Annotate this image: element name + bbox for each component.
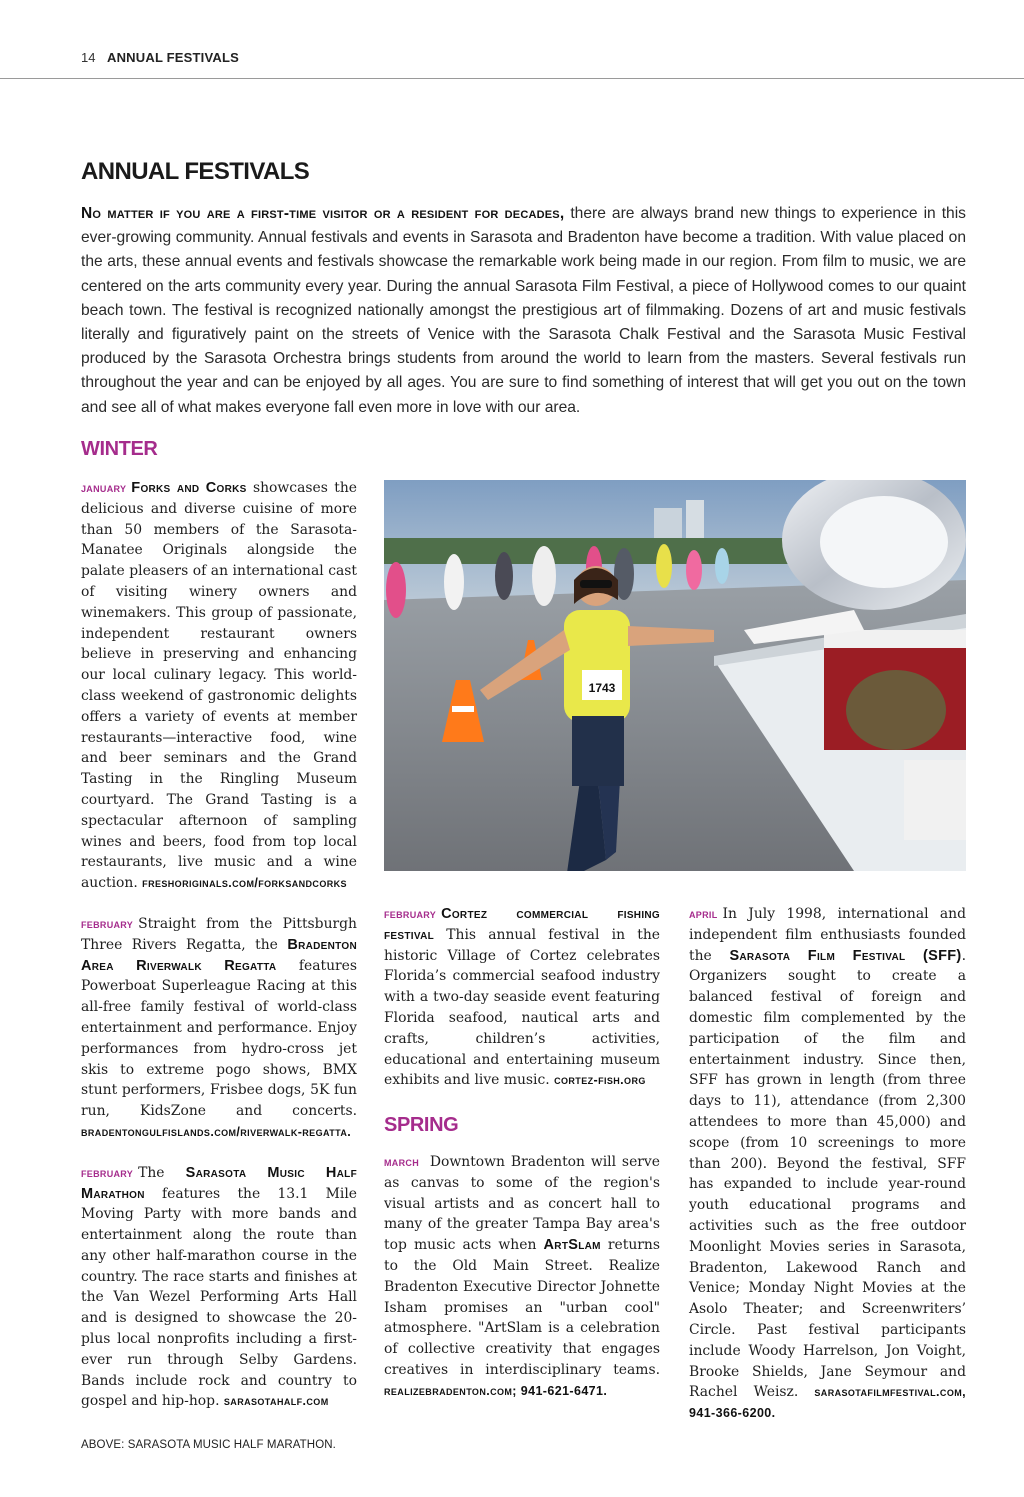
entry-text: . Organizers sought to create a balanced festival of foreign and domestic film complemented by the participation of the film and entertainment industry. Since then, SFF has grown in length (from three days to 11), attendance (from 2,300 attendees to more than 45,000) and scope (from 10 screenings to more than 200). Beyond the festival, SFF has expanded to include year-round youth educational programs and activities such as the free outdoor Moonlight Movies series in Sarasota, Bradenton, Lakewood Ranch and Venice; Monday Night Movies at the Asolo Theater; and Screenwriters’ Circle. Past festival participants include Woody Harrelson, Jon Voight, Brooke Shields, Jane Seymour and Rachel Weisz. <box>689 947 966 1401</box>
page-number: 14 <box>81 50 96 65</box>
entry-text: features Powerboat Superleague Racing at this all-free family festival of world-class entertainment and performance. Enjoy performances from hydro-cross jet skis to extreme pogo shows, BMX stunt performers, Frisbee dogs, 5K fun run, KidsZone and concerts. <box>81 957 358 1120</box>
bib-number: 1743 <box>588 681 616 695</box>
entry-april <box>689 904 966 1424</box>
entry-name: Sarasota Music Half Marathon <box>81 1164 357 1202</box>
entry-text-pre: Downtown Bradenton will serve as canvas to some of the region's visual artists and as concert hall to many of the greater Tampa Bay area's top music acts when <box>384 1154 660 1254</box>
entry-february-regatta <box>81 914 357 1143</box>
entry-february-half-marathon <box>81 1163 357 1413</box>
entry-url: sarasotahalf.com <box>223 1394 329 1409</box>
entry-url: bradentongulfislands.com/riverwalk-regatta. <box>81 1124 352 1139</box>
entry-month: april <box>689 906 718 921</box>
page-title: ANNUAL FESTIVALS <box>81 158 310 185</box>
distant-buildings <box>686 500 704 542</box>
entry-url: sarasotafilmfestival.com, 941-366-6200. <box>689 1385 966 1421</box>
season-heading-winter: WINTER <box>81 438 158 460</box>
entry-month: february <box>81 915 134 931</box>
entry-name: Sarasota Film Festival (SFF) <box>729 947 962 964</box>
cone-stripe <box>452 706 474 712</box>
entry-january <box>81 478 357 894</box>
entry-name: Forks and Corks <box>131 480 247 496</box>
entry-name: Bradenton Area Riverwalk Regatta <box>81 936 357 974</box>
entry-url: cortez-fish.org <box>554 1073 646 1088</box>
entry-url: freshoriginals.com/forksandcorks <box>142 876 347 891</box>
entry-text: showcases the delicious and diverse cuisine of more than 50 members of the Sarasota-Manatee Originals alongside the palate pleasers of an international cast of visiting winery owners and winemakers. This group of passionate, independent restaurant owners believe in preserving and enhancing our local culinary legacy. This world-class weekend of gastronomic delights offers a variety of events at member restaurants—interactive food, wine and beer seminars and the Grand Tasting in the Ringling Museum courtyard. The Grand Tasting is a spectacular afternoon of sampling wines and beers, food from top local restaurants, live music and a wine auction. <box>81 480 357 892</box>
header-section-title: ANNUAL FESTIVALS <box>107 50 240 65</box>
entry-text: features the 13.1 Mile Moving Party with more bands and entertainment along the route than any other half-marathon course in the country. The race starts and finishes at the Van Wezel Performing Arts Hall and is designed to showcase the 20-plus local nonprofits including a first-ever run through Selby Gardens. Bands include rock and country to gospel and hip-hop. <box>81 1185 357 1410</box>
right-column <box>689 904 966 1424</box>
entry-month: february <box>384 906 437 921</box>
left-column <box>81 478 357 1412</box>
entry-name: ArtSlam <box>543 1237 601 1254</box>
intro-body: there are always brand new things to experience in this ever-growing community. Annual festivals and events in Sarasota and Bradenton have become a tradition. With value placed on the arts, these annual events and festivals showcase the remarkable work being made in our region. From film to music, we are centered on the arts community every year. During the annual Sarasota Film Festival, a piece of Hollywood comes to our quaint beach town. The festival is recognized nationally amongst the prestigious art of filmmaking. Dozens of art and music festivals literally and figuratively paint on the streets of Venice with the Sarasota Chalk Festival and the Sarasota Music Festival produced by the Sarasota Orchestra brings students from around the world to learn from the masters. Several festivals run throughout the year and can be enjoyed by all ages. You are sure to find something of interest that will get you out on the town and see all of what makes everyone fall even more in love with our area. <box>81 205 966 416</box>
intro-lead: No matter if you are a first-time visitor or a resident for decades, <box>81 205 565 222</box>
entry-text-pre: The <box>138 1164 186 1181</box>
marathon-illustration <box>384 480 966 871</box>
entry-text: returns to the Old Main Street. Realize Bradenton Executive Director Johnette Isham promises an "urban cool" atmosphere. "ArtSlam is a celebration of collective creativity that engages creatives in interdisciplinary teams. <box>384 1237 660 1378</box>
intro-paragraph <box>81 202 966 420</box>
entry-march <box>384 1152 660 1402</box>
entry-name: Cortez commercial fishing festival <box>384 906 660 943</box>
entry-month: march <box>384 1154 419 1169</box>
entry-text-pre: Straight from the Pittsburgh Three Rivers Regatta, the <box>81 915 357 953</box>
distant-buildings <box>654 508 682 542</box>
page-header <box>0 0 1024 79</box>
photo-caption: ABOVE: SARASOTA MUSIC HALF MARATHON. <box>81 1439 336 1451</box>
entry-text-pre: In July 1998, international and independent film enthusiasts founded the <box>689 906 966 964</box>
entry-url: realizebradenton.com; 941-621-6471. <box>384 1383 608 1398</box>
season-heading-spring: SPRING <box>384 1114 459 1136</box>
entry-text: This annual festival in the historic Village of Cortez celebrates Florida’s commercial seafood industry with a two-day seaside event featuring Florida seafood, nautical arts and crafts, children’s activities, educational and entertaining museum exhibits and live music. <box>384 926 660 1089</box>
entry-february-cortez <box>384 904 660 1091</box>
middle-column <box>384 904 660 1091</box>
marathon-photo <box>384 480 966 871</box>
entry-month: january <box>81 480 127 495</box>
middle-column-spring <box>384 1152 660 1402</box>
entry-month: february <box>81 1164 134 1180</box>
